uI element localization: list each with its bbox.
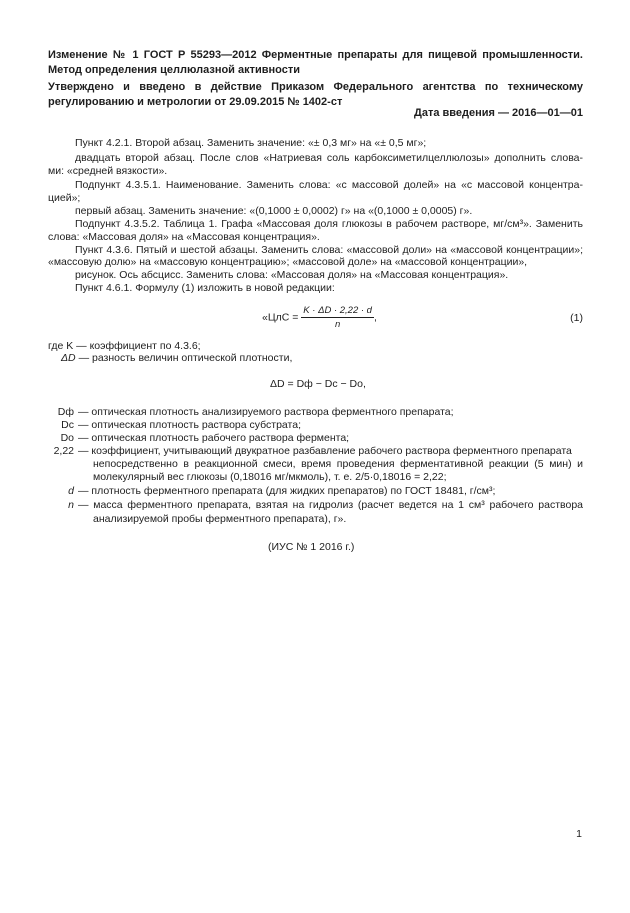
effective-date: Дата введения — 2016—01—01: [414, 107, 583, 119]
paragraph-first-abzac: первый абзац. Заменить значение: «(0,1000 ± 0,0002) г» на «(0,1000 ± 0,0005) г».: [75, 205, 473, 217]
paragraph-4-3-5-1-line2: цией»;: [48, 192, 81, 204]
paragraph-22nd-line2: ми: «средней вязкости».: [48, 165, 168, 177]
formula-1-number: (1): [570, 312, 583, 324]
paragraph-4-2-1: Пункт 4.2.1. Второй абзац. Заменить значение: «± 0,3 мг» на «± 0,5 мг»;: [75, 137, 427, 149]
formula-2: ΔD = Dф − Dс − Dо,: [270, 378, 366, 390]
def-text-coef-line2: непосредственно в реакционной смеси, время проведения ферментативной реакции (5 мин) и: [93, 458, 583, 470]
def-label-d-var: d: [68, 485, 74, 497]
def-text-d-o: — оптическая плотность рабочего раствора фермента;: [78, 432, 350, 444]
def-label-coef: 2,22: [53, 445, 74, 457]
paragraph-4-3-5-2-line1: Подпункт 4.3.5.2. Таблица 1. Графа «Массовая доля глюкозы в рабочем растворе, мг/см³». Заменить: [75, 218, 583, 230]
formula-1-tail: ,: [373, 311, 377, 324]
where-k-text: — коэффициент по 4.3.6;: [76, 340, 201, 352]
def-label-d-f: Dф: [57, 406, 74, 418]
where-delta-d: [61, 352, 292, 365]
def-label-d-s: Dс: [61, 419, 74, 431]
paragraph-22nd-line1: двадцать второй абзац. После слов «Натриевая соль карбоксиметилцеллюлозы» дополнить слова-: [75, 152, 583, 164]
def-text-d: — плотность ферментного препарата (для жидких препаратов) по ГОСТ 18481, г/см³;: [78, 485, 496, 497]
def-text-d-f: — оптическая плотность анализируемого раствора ферментного препарата;: [78, 406, 454, 418]
def-text-n: — масса ферментного препарата, взятая на гидролиз (расчет ведется на 1 см³ рабочего раствора: [78, 499, 583, 511]
paragraph-figure: рисунок. Ось абсцисс. Заменить слова: «Массовая доля» на «Массовая концентрация».: [75, 269, 509, 281]
def-label-n: [44, 499, 74, 512]
where-delta-d-label: ΔD: [61, 352, 76, 364]
formula-1: [262, 305, 377, 330]
paragraph-4-3-6-line1: Пункт 4.3.6. Пятый и шестой абзацы. Заменить слова: «массовой доли» на «массовой концентрации»;: [75, 244, 583, 256]
paragraph-4-6-1: Пункт 4.6.1. Формулу (1) изложить в новой редакции:: [75, 282, 335, 294]
page-number: 1: [576, 828, 582, 840]
paragraph-4-3-6-line2: «массовую долю» на «массовую концентрацию»; «массовой доле» на «массовой концентрации»,: [48, 256, 528, 268]
def-text-coef: — коэффициент, учитывающий двукратное разбавление рабочего раствора ферментного препарата: [78, 445, 572, 457]
paragraph-4-3-5-1-line1: Подпункт 4.3.5.1. Наименование. Заменить слова: «с массовой долей» на «с массовой концентра-: [75, 179, 583, 191]
formula-1-fraction: [301, 305, 374, 330]
def-text-coef-line3: молекулярный вес глюкозы (0,18016 мг/мкмоль), т. е. 2/5·0,18016 = 2,22;: [93, 471, 447, 483]
formula-1-numerator: K · ΔD · 2,22 · d: [303, 305, 372, 316]
amendment-title: Изменение № 1 ГОСТ Р 55293—2012 Ферментные препараты для пищевой промышленности. Метод определения целлюлазной активности: [48, 49, 583, 76]
def-text-d-s: — оптическая плотность раствора субстрата;: [78, 419, 301, 431]
def-text-n-line2: анализируемой пробы ферментного препарата), г».: [93, 513, 347, 525]
where-delta-d-text: — разность величин оптической плотности,: [78, 352, 293, 364]
formula-1-lhs: «ЦлС =: [262, 311, 299, 324]
formula-1-denominator: n: [334, 319, 341, 330]
def-label-n-var: n: [68, 499, 74, 511]
source-reference: (ИУС № 1 2016 г.): [268, 541, 355, 553]
paragraph-4-3-5-2-line2: слова: «Массовая доля» на «Массовая концентрация».: [48, 231, 320, 243]
def-label-d-o: Dо: [60, 432, 74, 444]
def-label-d: [44, 485, 74, 498]
where-k-label: где K: [48, 340, 74, 352]
approval-statement: Утверждено и введено в действие Приказом Федерального агентства по техническому регулированию и метрологии от 29.09.2015 № 1402-ст: [48, 81, 583, 108]
